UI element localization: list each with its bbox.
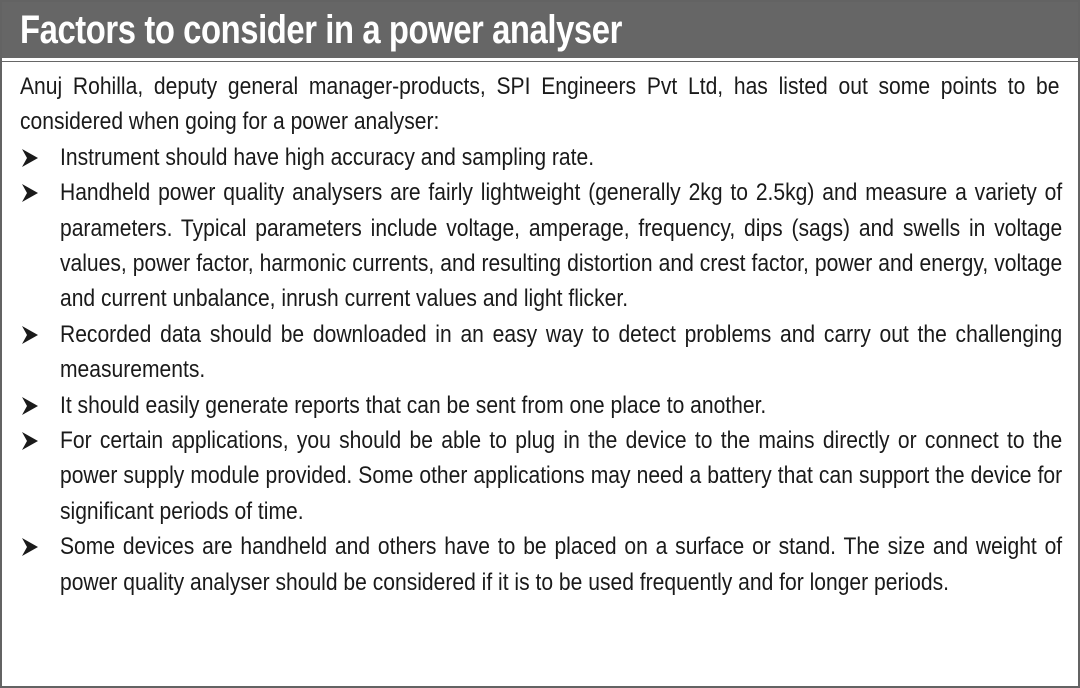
list-item-text: Instrument should have high accuracy and sampling rate. <box>60 143 595 171</box>
list-item <box>20 423 1062 529</box>
header-bar <box>2 2 1078 61</box>
arrowhead-bullet-icon <box>22 397 38 415</box>
list-item-text: It should easily generate reports that can be sent from one place to another. <box>60 391 767 419</box>
list-item <box>20 317 1062 388</box>
arrowhead-bullet-icon <box>22 149 38 167</box>
intro-paragraph: Anuj Rohilla, deputy general manager-products, SPI Engineers Pvt Ltd, has listed out some points to be considered when going for a power analyser: <box>20 73 1060 136</box>
list-item <box>20 529 1062 600</box>
arrowhead-bullet-icon <box>22 184 38 202</box>
box-content <box>2 61 1078 600</box>
points-list <box>20 140 1062 600</box>
list-item <box>20 140 1062 175</box>
arrowhead-bullet-icon <box>22 538 38 556</box>
arrowhead-bullet-icon <box>22 432 38 450</box>
list-item-text: Recorded data should be downloaded in an easy way to detect problems and carry out the challenging measurements. <box>60 320 1063 384</box>
list-item-text: Some devices are handheld and others have to be placed on a surface or stand. The size and weight of power quality analyser should be considered if it is to be used frequently and for longer periods. <box>60 533 1063 596</box>
list-item-text: For certain applications, you should be able to plug in the device to the mains directly or connect to the power supply module provided. Some other applications may need a battery that can support the device for significant periods of time. <box>60 427 1063 525</box>
arrowhead-bullet-icon <box>22 326 38 344</box>
list-item <box>20 388 1062 423</box>
box-title: Factors to consider in a power analyser <box>20 7 622 52</box>
list-item <box>20 175 1062 317</box>
list-item-text: Handheld power quality analysers are fairly lightweight (generally 2kg to 2.5kg) and measure a variety of parameters. Typical parameters include voltage, amperage, frequency, dips (sags) and swells in voltage values, power factor, harmonic currents, and resulting distortion and crest factor, power and energy, voltage and current unbalance, inrush current values and light flicker. <box>60 179 1063 313</box>
